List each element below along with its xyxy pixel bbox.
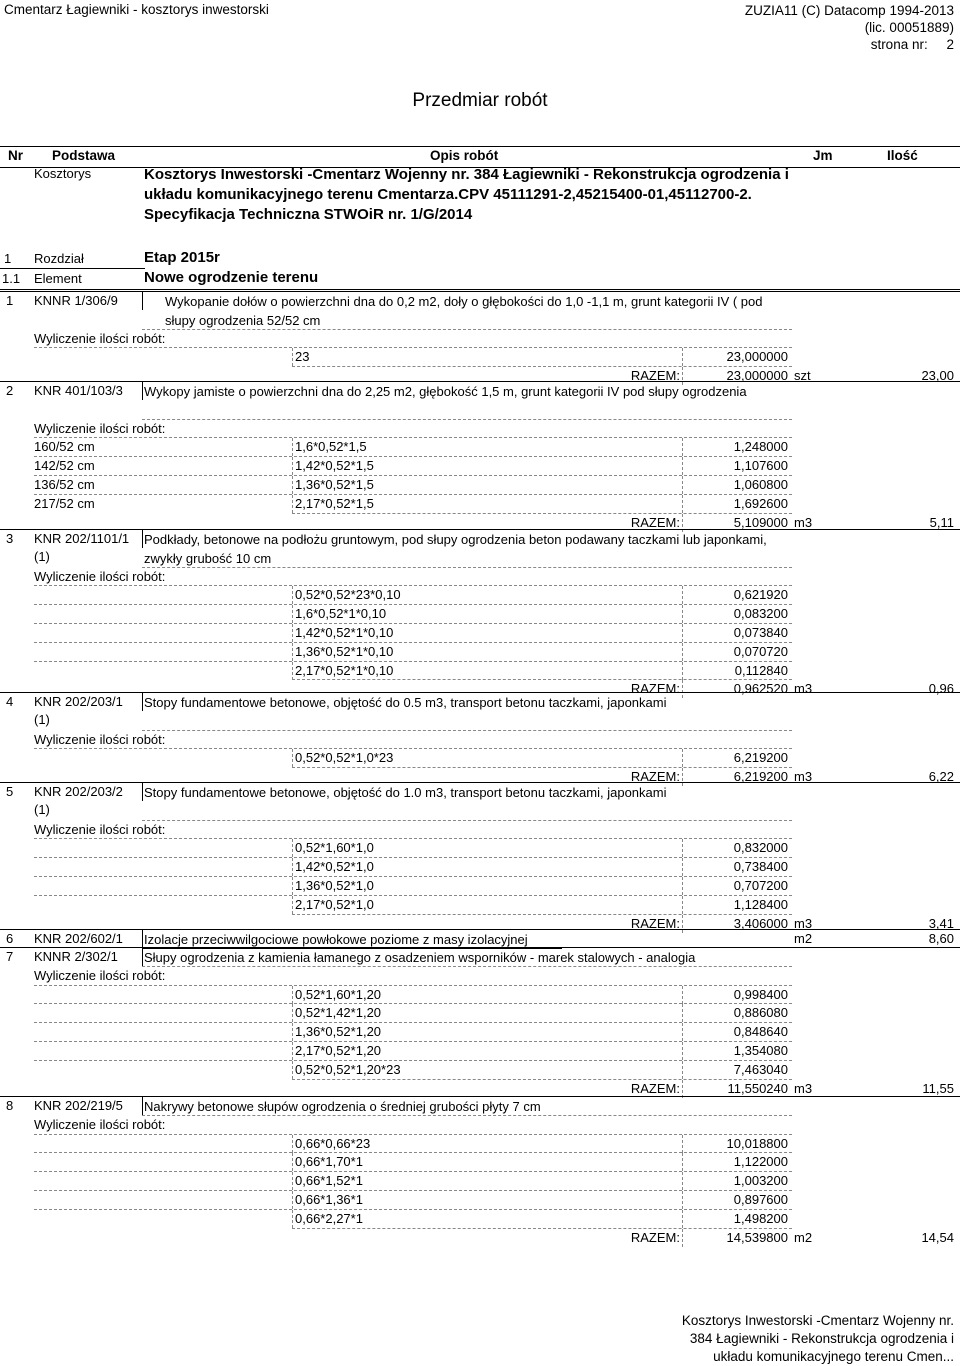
dotted-divider [292,605,293,623]
razem-value: 11,550240 [727,1080,788,1096]
item-ilosc: 3,41 [928,915,954,931]
footer-line: 384 Łagiewniki - Rekonstrukcja ogrodzenia i [689,1331,954,1346]
dotted-rule [292,767,792,768]
item-jm: m3 [794,514,813,530]
dotted-rule [34,895,792,896]
dotted-rule [34,475,792,476]
dotted-rule [34,857,792,858]
item-jm: m3 [794,681,813,697]
dotted-rule [34,494,792,495]
item-podstawa: KNNR 2/302/1 [34,949,118,964]
item-podstawa: KNR 202/602/1 [34,931,123,946]
item-description: Wykopy jamiste o powierzchni dna do 2,25 m2, głębokość 1,5 m, grunt kategorii IV pod słupy ogrodzenia [144,384,747,399]
element-label: Element [34,271,82,286]
dotted-divider [292,586,293,604]
calc-row-formula: 0,52*1,60*1,20 [295,986,382,1002]
col-podstawa: Podstawa [52,148,116,163]
razem-label: RAZEM: [630,514,680,530]
razem-label: RAZEM: [630,1229,680,1245]
dotted-rule [34,642,792,643]
dotted-divider [682,457,683,475]
calc-label: Wyliczenie ilości robót: [34,967,166,983]
dotted-divider [292,986,293,1004]
item-ilosc: 6,22 [928,769,954,785]
calc-row-value: 7,463040 [733,1061,788,1077]
dotted-divider [292,643,293,661]
rozdzial-name: Etap 2015r [144,249,220,266]
dotted-rule [34,604,792,605]
razem-value: 5,109000 [733,514,788,530]
dotted-divider [292,1135,293,1153]
calc-row-value: 1,003200 [733,1173,788,1189]
dotted-divider [682,1042,683,1060]
item-podstawa: KNNR 1/306/9 [34,293,118,308]
dotted-divider [682,877,683,895]
item-jm: szt [794,368,811,384]
calc-row-value: 0,083200 [733,606,788,622]
calc-row-value: 0,073840 [733,625,788,640]
dotted-rule [34,1003,792,1004]
calc-row-value: 1,128400 [733,896,788,912]
dotted-divider [682,1023,683,1041]
calc-row-formula: 0,66*0,66*23 [295,1135,371,1151]
page-header-right [745,2,954,53]
dotted-divider [292,749,293,767]
item-ilosc: 8,60 [928,931,954,946]
calc-row-value: 0,998400 [733,986,788,1002]
page-number-label: strona nr: [870,37,928,52]
page-footer [682,1312,954,1366]
item-nr: 1 [6,293,14,308]
dotted-rule [34,1041,792,1042]
calc-row-label: 136/52 cm [34,477,95,492]
razem-label: RAZEM: [630,915,680,931]
cell-border [142,783,143,801]
dotted-divider [292,1004,293,1022]
dotted-divider [682,605,683,623]
razem-label: RAZEM: [630,769,680,785]
item-jm: m3 [794,915,813,931]
calc-row-formula: 2,17*0,52*1*0,10 [295,662,394,678]
item-jm: m3 [794,1080,813,1096]
dotted-divider [682,1210,683,1228]
cell-border [142,530,143,548]
dotted-divider [682,839,683,857]
calc-label: Wyliczenie ilości robót: [34,420,166,436]
calc-row-formula: 1,42*0,52*1,0 [295,859,374,875]
item-description: Stopy fundamentowe betonowe, objętość do 1.0 m3, transport betonu taczkami, japonkami [144,785,667,800]
dotted-divider [292,1023,293,1041]
page-title: Przedmiar robót [412,90,548,111]
dotted-divider [292,877,293,895]
dotted-divider [292,1042,293,1060]
item-nr: 8 [6,1098,14,1113]
calc-row-value: 0,897600 [733,1192,788,1207]
calc-row-formula: 0,52*0,52*1,20*23 [295,1061,401,1077]
dotted-divider [682,624,683,642]
dotted-divider [292,1191,293,1209]
page-header-left: Cmentarz Łagiewniki - kosztorys inwestorski [4,2,269,17]
calc-label: Wyliczenie ilości robót: [34,330,166,346]
dotted-divider [682,896,683,914]
element-name: Nowe ogrodzenie terenu [144,269,319,286]
calc-row-value: 0,832000 [733,840,788,856]
dotted-rule [292,914,792,915]
col-jm: Jm [813,148,833,163]
calc-row-value: 1,498200 [733,1210,788,1226]
dotted-rule [34,456,792,457]
dotted-rule [34,1022,792,1023]
dotted-divider [682,1061,683,1079]
dotted-divider [292,858,293,876]
dotted-divider [292,457,293,475]
calc-label: Wyliczenie ilości robót: [34,1116,166,1132]
calc-row-formula: 0,52*0,52*23*0,10 [295,587,401,603]
dotted-divider [682,348,683,366]
dotted-rule [142,820,792,821]
calc-row-formula: 2,17*0,52*1,20 [295,1043,382,1058]
item-ilosc: 5,11 [929,514,954,530]
dotted-divider [682,1004,683,1022]
razem-value: 14,539800 [726,1229,788,1245]
razem-label: RAZEM: [630,681,680,697]
calc-row-value: 1,060800 [733,477,788,492]
dotted-divider [682,438,683,456]
item-nr: 6 [6,931,14,946]
razem-label: RAZEM: [630,368,680,384]
calc-row-value: 1,692600 [733,495,788,511]
dotted-rule [142,419,792,420]
calc-row-formula: 2,17*0,52*1,5 [295,495,374,511]
dotted-divider [292,495,293,513]
calc-row-formula: 0,66*1,36*1 [295,1192,363,1207]
software-info: ZUZIA11 (C) Datacomp 1994-2013 [744,3,954,18]
item-ilosc: 0,96 [928,681,954,697]
dotted-rule [34,623,792,624]
item-podstawa: KNR 401/103/3 [34,383,123,398]
dotted-divider [682,495,683,513]
rozdzial-nr: 1 [4,251,12,266]
calc-row-formula: 0,66*2,27*1 [295,1210,363,1226]
dotted-divider [292,438,293,456]
item-nr: 5 [6,784,14,799]
calc-row-value: 1,122000 [733,1154,788,1170]
col-opis: Opis robót [430,148,499,163]
calc-row-value: 0,112840 [734,662,788,678]
kosztorys-label: Kosztorys [34,166,92,181]
dotted-rule [34,985,792,986]
calc-row-label: 160/52 cm [34,439,95,455]
item-description: Wykopanie dołów o powierzchni dna do 0,2 m2, doły o głębokości do 1,0 -1,1 m, grunt kategorii IV ( pod słupy ogrodzenia 52/52 cm [165,294,763,328]
item-ilosc: 23,00 [921,368,954,384]
calc-row-value: 10,018800 [726,1135,788,1151]
dotted-divider [682,858,683,876]
dotted-rule [34,876,792,877]
dotted-divider [292,839,293,857]
calc-row-formula: 0,52*1,42*1,20 [295,1005,382,1021]
dotted-divider [292,1210,293,1228]
footer-line: układu komunikacyjnego terenu Cmen... [713,1349,954,1364]
dotted-rule [142,966,792,967]
dotted-rule [34,585,792,586]
dotted-rule [34,347,792,348]
item-ilosc: 11,55 [922,1080,954,1096]
calc-row-formula: 0,66*1,70*1 [295,1154,363,1170]
dotted-divider [682,586,683,604]
item-jm: m2 [794,931,813,946]
dotted-divider [292,662,293,680]
item-nr: 7 [6,949,14,964]
dotted-divider [292,896,293,914]
cell-border [142,930,143,948]
cell-border [142,1097,143,1115]
dotted-rule [292,1228,792,1229]
footer-line: Kosztorys Inwestorski -Cmentarz Wojenny nr. [681,1313,954,1328]
calc-row-formula: 1,36*0,52*1,5 [295,477,374,492]
dotted-divider [292,476,293,494]
rozdzial-label: Rozdział [34,251,84,266]
calc-row-formula: 2,17*0,52*1,0 [295,896,374,912]
calc-row-value: 1,354080 [733,1043,788,1058]
dotted-rule [34,661,792,662]
item-jm: m2 [794,1229,813,1245]
calc-row-formula: 1,6*0,52*1,5 [295,439,367,455]
separator-line [0,289,960,290]
dotted-divider [682,1135,683,1153]
cell-border [142,382,143,400]
dotted-divider [682,643,683,661]
razem-label: RAZEM: [630,1080,680,1096]
dotted-rule [34,1190,792,1191]
calc-row-formula: 0,52*1,60*1,0 [295,840,374,856]
item-ilosc: 14,54 [921,1229,954,1245]
col-ilosc: Ilość [887,148,918,163]
item-podstawa: KNR 202/219/5 [34,1098,123,1113]
calc-row-formula: 1,42*0,52*1,5 [295,458,374,474]
calc-row-value: 0,070720 [733,643,788,659]
item-podstawa: KNR 202/1101/1 (1) [34,531,130,564]
dotted-divider [682,662,683,680]
cell-border [142,693,143,711]
dotted-divider [292,1153,293,1171]
item-podstawa: KNR 202/203/2 (1) [34,784,123,817]
element-nr: 1.1 [2,271,21,286]
page-number [745,36,954,53]
calc-row-formula: 1,36*0,52*1,20 [295,1024,382,1040]
dotted-rule [34,437,792,438]
calc-row-formula: 1,6*0,52*1*0,10 [295,606,387,622]
dotted-divider [292,348,293,366]
calc-row-value: 0,738400 [733,859,788,875]
item-description: Słupy ogrodzenia z kamienia łamanego z osadzeniem wsporników - marek stalowych - analogia [144,950,696,965]
dotted-rule [292,513,792,514]
calc-row-formula: 1,42*0,52*1*0,10 [295,625,394,640]
dotted-rule [142,1115,792,1116]
dotted-rule [34,1134,792,1135]
dotted-divider [292,1172,293,1190]
calc-row-value: 23,000000 [726,349,788,365]
cell-border [142,292,143,310]
item-description: Nakrywy betonowe słupów ogrodzenia o średniej grubości płyty 7 cm [144,1099,541,1114]
dotted-rule [34,748,792,749]
dotted-rule [142,329,792,330]
item-description: Izolacje przeciwwilgociowe powłokowe poziome z masy izolacyjnej [144,932,528,947]
calc-label: Wyliczenie ilości robót: [34,821,166,837]
item-description: Podkłady, betonowe na podłożu gruntowym, pod słupy ogrodzenia beton podawany taczkami lub japonkami, zwykły grubość 10 cm [144,532,767,566]
calc-row-formula: 1,36*0,52*1,0 [295,878,374,893]
calc-row-value: 0,848640 [733,1024,788,1040]
calc-row-label: 217/52 cm [34,495,95,511]
dotted-divider [682,1080,683,1098]
dotted-divider [682,1172,683,1190]
calc-row-label: 142/52 cm [34,458,95,474]
dotted-rule [34,838,792,839]
dotted-divider [682,476,683,494]
dotted-rule [34,1171,792,1172]
calc-row-value: 0,886080 [733,1005,788,1021]
dotted-rule [34,1060,792,1061]
dotted-rule [292,679,792,680]
page-number-value: 2 [946,37,954,52]
item-description: Stopy fundamentowe betonowe, objętość do 0.5 m3, transport betonu taczkami, japonkami [144,695,667,710]
calc-row-value: 1,248000 [733,439,788,455]
cell-border [142,948,143,966]
dotted-divider [682,1229,683,1247]
calc-row-value: 0,621920 [733,587,788,603]
item-nr: 4 [6,694,14,709]
calc-row-formula: 0,52*0,52*1,0*23 [295,750,394,766]
dotted-rule [34,1152,792,1153]
item-podstawa: KNR 202/203/1 (1) [34,694,123,727]
dotted-rule [142,730,792,731]
calc-label: Wyliczenie ilości robót: [34,568,166,584]
calc-row-value: 1,107600 [733,458,788,474]
calc-row-formula: 1,36*0,52*1*0,10 [295,643,394,659]
dotted-rule [142,567,792,568]
dotted-divider [682,1153,683,1171]
calc-row-value: 0,707200 [733,878,788,893]
dotted-divider [682,986,683,1004]
dotted-divider [292,1061,293,1079]
license-info: (lic. 00051889) [864,20,954,35]
dotted-rule [292,366,792,367]
dotted-divider [682,1191,683,1209]
calc-row-value: 6,219200 [733,750,788,766]
razem-value: 6,219200 [733,769,788,785]
item-nr: 2 [6,383,14,398]
razem-value: 23,000000 [726,368,788,384]
dotted-rule [34,1209,792,1210]
razem-value: 0,962520 [733,681,788,697]
razem-value: 3,406000 [733,915,788,931]
kosztorys-description: Kosztorys Inwestorski -Cmentarz Wojenny nr. 384 Łagiewniki - Rekonstrukcja ogrodzenia i układu komunikacyjnego terenu Cmentarza.CPV 45111291-2,45215400-01,45112700-2. Specyfikacja Techniczna STWOiR nr. 1/G/2014 [144,166,789,223]
dotted-rule [292,1079,792,1080]
col-nr: Nr [8,148,24,163]
calc-row-formula: 0,66*1,52*1 [295,1173,363,1189]
item-jm: m3 [794,769,813,785]
calc-label: Wyliczenie ilości robót: [34,731,166,747]
separator-line [0,268,145,269]
dotted-divider [682,749,683,767]
item-nr: 3 [6,531,14,546]
dotted-divider [292,624,293,642]
calc-row-formula: 23 [295,349,310,365]
